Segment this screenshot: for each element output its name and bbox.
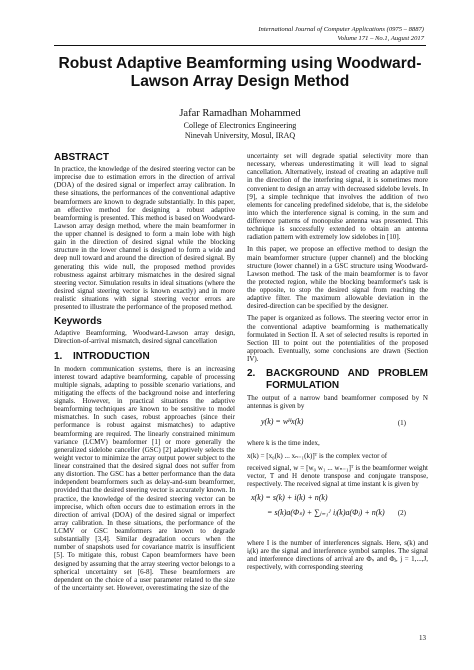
where-1-b: x(k) = [x₀(k) ... xₙ₋₁(k)]ᵀ is the complex vector of <box>247 451 388 460</box>
equation-2 <box>247 492 428 536</box>
where-1-a: where k is the time index, <box>247 439 320 448</box>
where-2: where I is the number of interferences signals. Here, s(k) and iⱼ(k) are the signal and interference symbol samples. The signal and interference directions of arrival are Φₛ and Φⱼ, j = 1,...,J, respectively, with corresponding steering <box>247 539 428 572</box>
equation-2-line-1: x(k) = s(k) + i(k) + n(k) <box>251 493 328 502</box>
author-block <box>54 108 426 140</box>
keywords-text: Adaptive Beamforming, Woodward-Lawson array design, Direction-of-arrival mismatch, desired signal cancellation <box>54 329 235 346</box>
section-2-title: BACKGROUND AND PROBLEM FORMULATION <box>266 368 428 392</box>
journal-line: International Journal of Computer Applications (0975 – 8887) <box>258 26 424 33</box>
author-name: Jafar Ramadhan Mohammed <box>179 108 301 119</box>
right-paragraph-3: The paper is organized as follows. The steering vector error in the conventional adaptive beamforming is mathematically formulated in Section II. A set of selected results is reported in Section III to point out the potentialities of the proposed approach. Eventually, some conclusions are drawn (Section IV). <box>247 314 428 363</box>
header-divider <box>54 45 426 46</box>
abstract-text: In practice, the knowledge of the desired steering vector can be imprecise due to estimation errors in the direction of arrival (DOA) of the desired signal or imperfect array calibration. In these situations, the performances of the conventional adaptive beamformers are known to degrade substantially. In this paper, an effective method for designing a robust adaptive beamforming is presented. This method is based on Woodward-Lawson array design method, where the main beamformer in the upper channel is designed to form a main lobe with high gain in the direction of desired signal while the blocking structure in the lower channel is designed to form a wide and deep null toward and around the direction of desired signal. By generating this wide null, the proposed method provides robustness against arbitrary mismatches in the desired signal steering vector. Simulation results in ideal situations (where the desired signal steering vector is known exactly) and in more realistic situations with signal steering vector errors are presented to illustrate the performance of the proposed method. <box>54 165 235 312</box>
journal-header <box>258 26 424 43</box>
right-column <box>247 152 428 576</box>
paper-title: Robust Adaptive Beamforming using Woodward-Lawson Array Design Method <box>58 55 422 90</box>
section-1-title: INTRODUCTION <box>73 350 150 362</box>
equation-2-line-2: = s(k)a(Φₛ) + ∑ⱼ₌₁ᴶ iⱼ(k)a(Φⱼ) + n(k) <box>267 508 385 517</box>
section-1-heading <box>54 351 235 363</box>
right-paragraph-1: uncertainty set will degrade spatial selectivity more than necessary, whereas underestimating it will lead to signal cancellation. Alternatively, instead of creating an adaptive null in the direction of the interfering signal, it is sometimes more convenient to design an array with decreased sidelobe levels. In [9], a simple technique that involves the addition of two elements for canceling predefined sidelobe, that is, the sidelobe into which the interference signal is coming, in the sum and difference patterns of monopulse antenna was presented. This technique is successfully extended to obtain an antenna radiation pattern with extremely low sidelobes in [10]. <box>247 152 428 242</box>
equation-2-number: (2) <box>397 509 406 517</box>
where-1-c: received signal, w = [w₀ w₁ ... wₙ₋₁]ᵀ is the beamformer weight vector, T and H denote transpose and conjugate transpose, respectively. The received signal at time instant k is given by <box>247 463 428 488</box>
equation-1 <box>247 414 428 436</box>
left-column <box>54 152 235 596</box>
volume-line: Volume 171 – No.1, August 2017 <box>337 34 424 42</box>
section-2-intro: The output of a narrow band beamformer composed by N antennas is given by <box>247 394 428 411</box>
equation-1-number: (1) <box>397 419 406 428</box>
right-paragraph-2: In this paper, we propose an effective method to design the main beamformer structure (upper channel) and the blocking structure (lower channel) in a GSC structure using Woodward-Lawson method. The task of the main beamformer is to favor the protected region, while the blocking beamformer's task is the opposite, to stop the desired signal from reaching the adaptive filter. The maximum allowable deviation in the desired-direction can be specified by the designer. <box>247 245 428 311</box>
author-affiliation-1: College of Electronics Engineering <box>183 121 297 130</box>
section-1-number: 1. <box>54 350 63 362</box>
author-affiliation-2: Ninevah University, Mosul, IRAQ <box>184 130 296 140</box>
page-number: 13 <box>419 634 426 642</box>
section-2-heading <box>247 368 428 392</box>
section-1-text: In modern communication systems, there is an increasing interest toward adaptive beamforming, capable of processing multiple signals, adapting to possible scenario variations, and mitigating the effects of the background noise and interfering signals. However, in practical situations the adaptive beamforming techniques are known to be sensitive to model mismatches. In such cases, robust approaches (since their performance is robust against mismatches) to adaptive beamforming are required. The linearly constrained minimum variance (LCMV) beamformer [1] or more generally the generalized sidelobe canceller (GSC) [2] adaptively selects the weight vector to minimize the array output power subject to the linear constrained that the desired signal does not suffer from any distortion. The GSC has a better performance than the data independent beamformers such as delay-and-sum beamformer, provided that the desired steering vector is accurately known. In practice, the knowledge of the desired steering vector can be imprecise, which often occurs due to estimation errors in the direction of arrival (DOA) of the desired signal or imperfect array calibration. In these situations, the performance of the LCMV or GSC beamformers are known to degrade substantially [3,4]. Similar degradation occurs when the number of snapshots used for covariance matrix is insufficient [5]. To mitigate this, robust Capon beamformers have been designed by assuming that the array steering vector belongs to a spherical uncertainty set [6-8]. These beamformers are dependent on the choice of a user parameter related to the size of the uncertainty set. However, overestimating the size of the <box>54 364 235 592</box>
equation-1-expression: y(k) = wᴴx(k) <box>261 417 304 427</box>
keywords-heading: Keywords <box>54 316 102 328</box>
abstract-heading: ABSTRACT <box>54 152 109 163</box>
section-2-number: 2. <box>247 368 256 380</box>
